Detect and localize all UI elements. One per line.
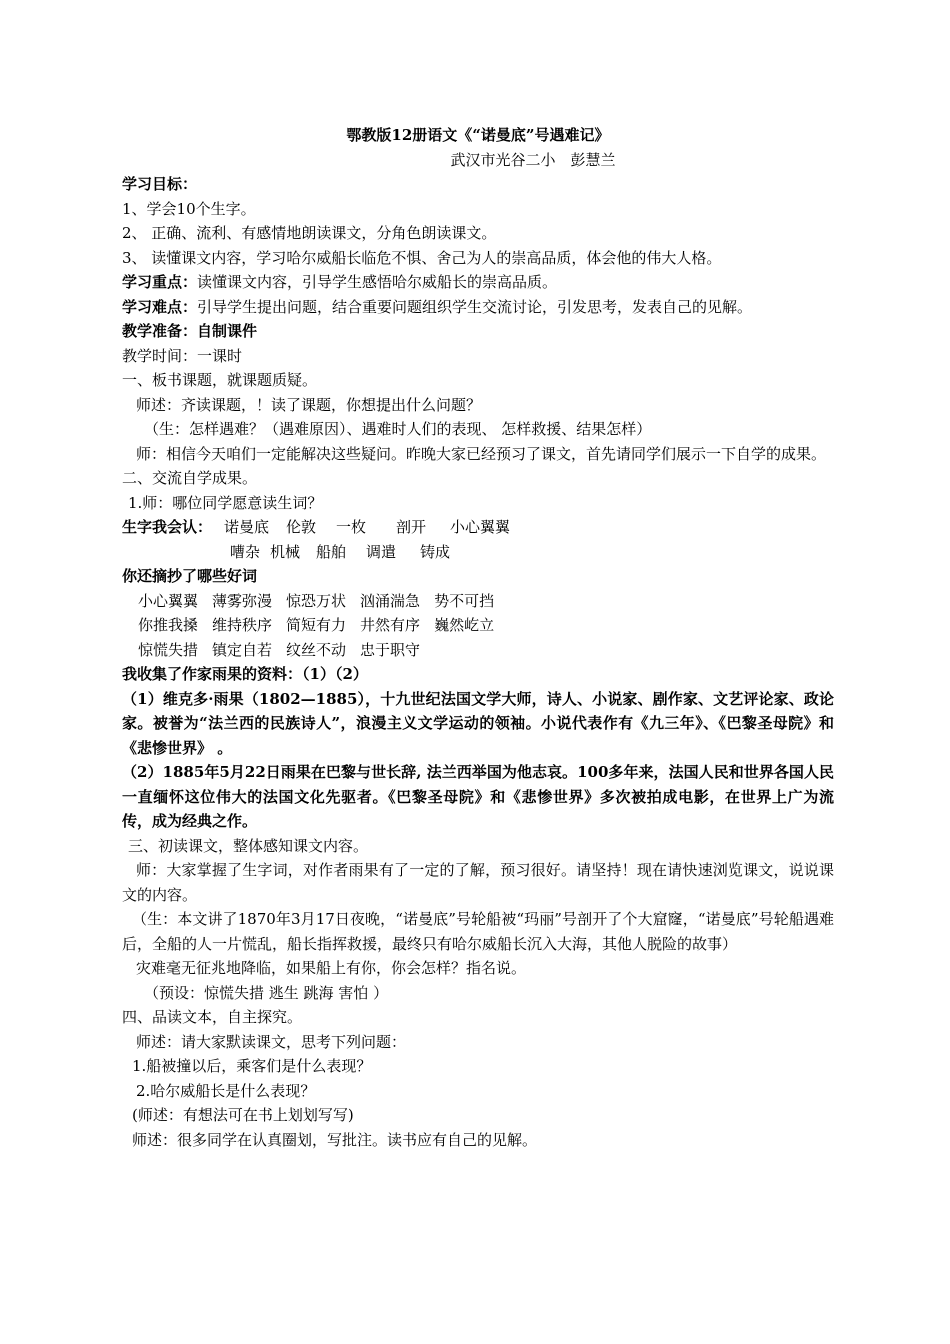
key-point [122,270,834,295]
new-character-word: 伦敦 [286,518,317,536]
good-word: 小心翼翼 [138,591,199,610]
section-4-question: 2.哈尔威船长是什么表现？ [136,1081,316,1100]
good-words-row [122,638,834,663]
section-3-heading: 三、初读课文，整体感知课文内容。 [128,836,369,855]
section-3-paragraph: 师：大家掌握了生字词，对作者雨果有了一定的了解，预习很好。请坚持！现在请快速浏览课文，说说课文的内容。 [122,861,834,904]
new-characters-label: 生字我会认： [122,518,213,536]
section-4-paragraph: 师述：很多同学在认真圈划，写批注。读书应有自己的见解。 [132,1130,538,1149]
new-character-word: 调遣 [366,542,397,561]
section-1-paragraph: 师述：齐读课题，！读了课题，你想提出什么问题？ [136,395,482,414]
goals-heading: 学习目标： [122,175,198,193]
good-word: 忠于职守 [360,640,421,659]
hugo-info-1: （1）维克多·雨果（1802—1885），十九世纪法国文学大师，诗人、小说家、剧作家、文艺评论家、政论家。被誉为“法兰西的民族诗人”，浪漫主义文学运动的领袖。小说代表作有《九三年》、《巴黎圣母院》和《悲惨世界》 。 [122,689,834,757]
difficulty-label: 学习难点： [122,297,198,316]
section-4-paragraph: (师述：有想法可在书上划划写写) [132,1106,354,1124]
section-2-heading: 二、交流自学成果。 [122,469,258,487]
author-line: 武汉市光谷二小 彭慧兰 [450,150,616,169]
section-1-paragraph: 师：相信今天咱们一定能解决这些疑问。昨晚大家已经预习了课文，首先请同学们展示一下自学的成果。 [136,444,827,463]
good-words-heading: 你还摘抄了哪些好词 [122,567,258,585]
new-character-word: 剖开 [396,518,427,536]
difficulty-text: 引导学生提出问题，结合重要问题组织学生交流讨论，引发思考，发表自己的见解。 [197,297,753,316]
new-characters-row [122,515,834,540]
goal-item: 3、 读懂课文内容，学习哈尔威船长临危不惧、舍己为人的崇高品质，体会他的伟大人格。 [122,248,722,267]
document-body [122,123,834,1152]
section-1-heading: 一、板书课题，就课题质疑。 [122,371,318,389]
section-4-paragraph: 师述：请大家默读课文，思考下列问题： [136,1032,407,1051]
good-words-row [122,613,834,638]
difficulty [122,295,834,320]
hugo-heading: 我收集了作家雨果的资料：（1）（2） [122,665,368,683]
good-word: 维持秩序 [212,616,273,634]
section-4-heading: 四、品读文本，自主探究。 [122,1008,303,1026]
good-word: 巍然屹立 [434,616,495,634]
new-characters-row [122,540,834,565]
new-character-word: 机械 [270,542,301,561]
goal-item: 2、 正确、流利、有感情地朗读课文，分角色朗读课文。 [122,224,497,242]
document-title: 鄂教版12册语文《“诺曼底”号遇难记》 [346,126,610,144]
key-point-label: 学习重点： [122,273,198,291]
new-character-word: 船舶 [316,542,347,561]
good-word: 你推我搡 [138,616,199,634]
goal-item: 1、学会10个生字。 [122,199,256,218]
good-word: 惊慌失措 [138,640,199,659]
teaching-time: 教学时间：一课时 [122,346,243,365]
section-3-paragraph: （预设：惊慌失措 逃生 跳海 害怕 ） [144,983,389,1002]
good-word: 惊恐万状 [286,591,347,610]
key-point-text: 读懂课文内容，引导学生感悟哈尔威船长的崇高品质。 [197,273,558,291]
good-word: 薄雾弥漫 [212,591,273,610]
good-words-row [122,589,834,614]
section-3-paragraph: （生：本文讲了1870年3月17日夜晚，“诺曼底”号轮船被“玛丽”号剖开了个大窟窿，“诺曼底”号轮船遇难后，全船的人一片慌乱，船长指挥救援，最终只有哈尔威船长沉入大海，其他人脱险的故事） [122,910,834,953]
section-2-question: 1.师：哪位同学愿意读生词？ [128,493,323,512]
section-1-paragraph: （生：怎样遇难？（遇难原因）、遇难时人们的表现、 怎样救援、结果怎样） [144,420,652,438]
good-word: 势不可挡 [434,591,495,610]
new-character-word: 嘈杂 [230,542,261,561]
new-character-word: 铸成 [420,542,451,561]
good-word: 纹丝不动 [286,640,347,659]
new-character-word: 小心翼翼 [450,518,511,536]
good-word: 汹涌湍急 [360,591,421,610]
new-character-word: 诺曼底 [224,518,270,536]
hugo-info-2: （2）1885年5月22日雨果在巴黎与世长辞, 法兰西举国为他志哀。100多年来，法国人民和世界各国人民一直缅怀这位伟大的法国文化先驱者。《巴黎圣母院》和《悲惨世界》多次被拍成电影，在世界上广为流传，成为经典之作。 [122,763,834,830]
teaching-prep: 教学准备：自制课件 [122,322,258,340]
section-4-question: 1.船被撞以后，乘客们是什么表现？ [132,1057,372,1075]
section-3-paragraph: 灾难毫无征兆地降临，如果船上有你，你会怎样？指名说。 [136,959,527,977]
good-word: 井然有序 [360,616,421,634]
good-word: 简短有力 [286,616,347,634]
new-character-word: 一枚 [336,518,367,536]
good-word: 镇定自若 [212,640,273,659]
